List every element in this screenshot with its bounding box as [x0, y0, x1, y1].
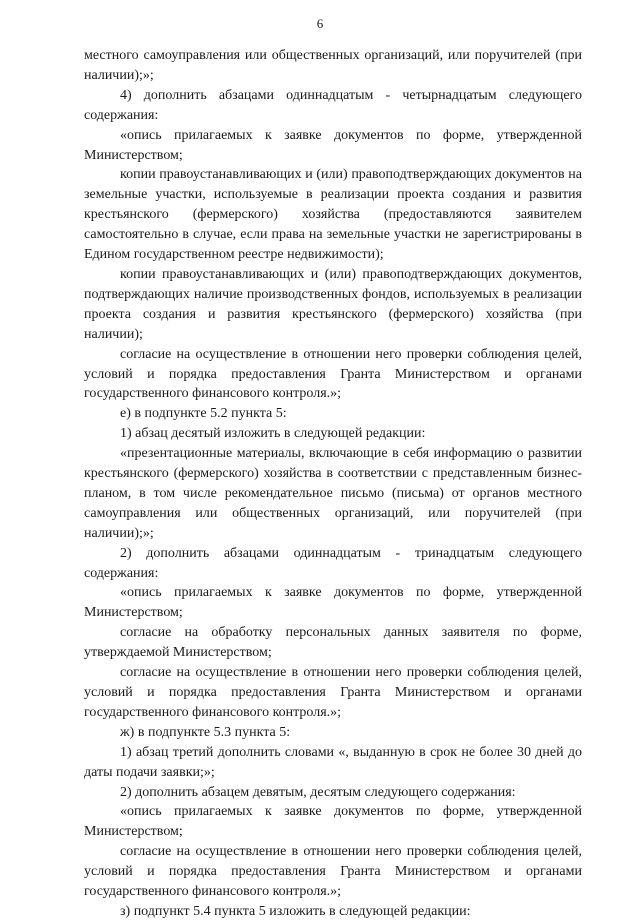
paragraph: 2) дополнить абзацами одиннадцатым - тринадцатым следующего содержания:: [84, 545, 582, 581]
paragraph: копии правоустанавливающих и (или) правоподтверждающих документов, подтверждающих наличие производственных фондов, используемых в реализации проекта создания и развития крестьянского (фермерского) хозяйства (при наличии);: [84, 266, 582, 342]
paragraph: «опись прилагаемых к заявке документов по форме, утвержденной Министерством;: [84, 804, 582, 840]
paragraph: е) в подпункте 5.2 пункта 5:: [120, 406, 287, 422]
paragraph: 1) абзац десятый изложить в следующей редакции:: [120, 426, 426, 442]
paragraph: «опись прилагаемых к заявке документов по форме, утвержденной Министерством;: [84, 585, 582, 621]
document-body: [84, 46, 582, 922]
paragraph: «опись прилагаемых к заявке документов по форме, утвержденной Министерством;: [84, 127, 582, 163]
paragraph: «презентационные материалы, включающие в себя информацию о развитии крестьянского (фермерского) хозяйства в соответствии с представленным бизнес-планом, в том числе рекомендательное письмо (письма) от органов местного самоуправления или общественных организаций, или поручителей (при наличии);»;: [84, 446, 582, 541]
paragraph: ж) в подпункте 5.3 пункта 5:: [120, 724, 291, 740]
paragraph: согласие на осуществление в отношении него проверки соблюдения целей, условий и порядка предоставления Гранта Министерством и органами государственного финансового контроля.»;: [84, 346, 582, 402]
paragraph: 2) дополнить абзацем девятым, десятым следующего содержания:: [120, 784, 516, 800]
paragraph: 1) абзац третий дополнить словами «, выданную в срок не более 30 дней до даты подачи заявки;»;: [84, 744, 582, 780]
paragraph: копии правоустанавливающих и (или) правоподтверждающих документов на земельные участки, используемые в реализации проекта создания и развития крестьянского (фермерского) хозяйства (предоставляются заявителем самостоятельно в случае, если права на земельные участки не зарегистрированы в Едином государственном реестре недвижимости);: [84, 167, 582, 263]
paragraph: з) подпункт 5.4 пункта 5 изложить в следующей редакции:: [120, 903, 471, 919]
page-number: 6: [316, 16, 324, 31]
paragraph: согласие на осуществление в отношении него проверки соблюдения целей, условий и порядка предоставления Гранта Министерством и органами государственного финансового контроля.»;: [84, 844, 582, 900]
paragraph: местного самоуправления или общественных организаций, или поручителей (при наличии);»;: [84, 48, 582, 83]
paragraph: 4) дополнить абзацами одиннадцатым - четырнадцатым следующего содержания:: [84, 87, 582, 123]
paragraph: согласие на осуществление в отношении него проверки соблюдения целей, условий и порядка предоставления Гранта Министерством и органами государственного финансового контроля.»;: [84, 665, 582, 720]
paragraph: согласие на обработку персональных данных заявителя по форме, утверждаемой Министерством;: [84, 625, 582, 661]
